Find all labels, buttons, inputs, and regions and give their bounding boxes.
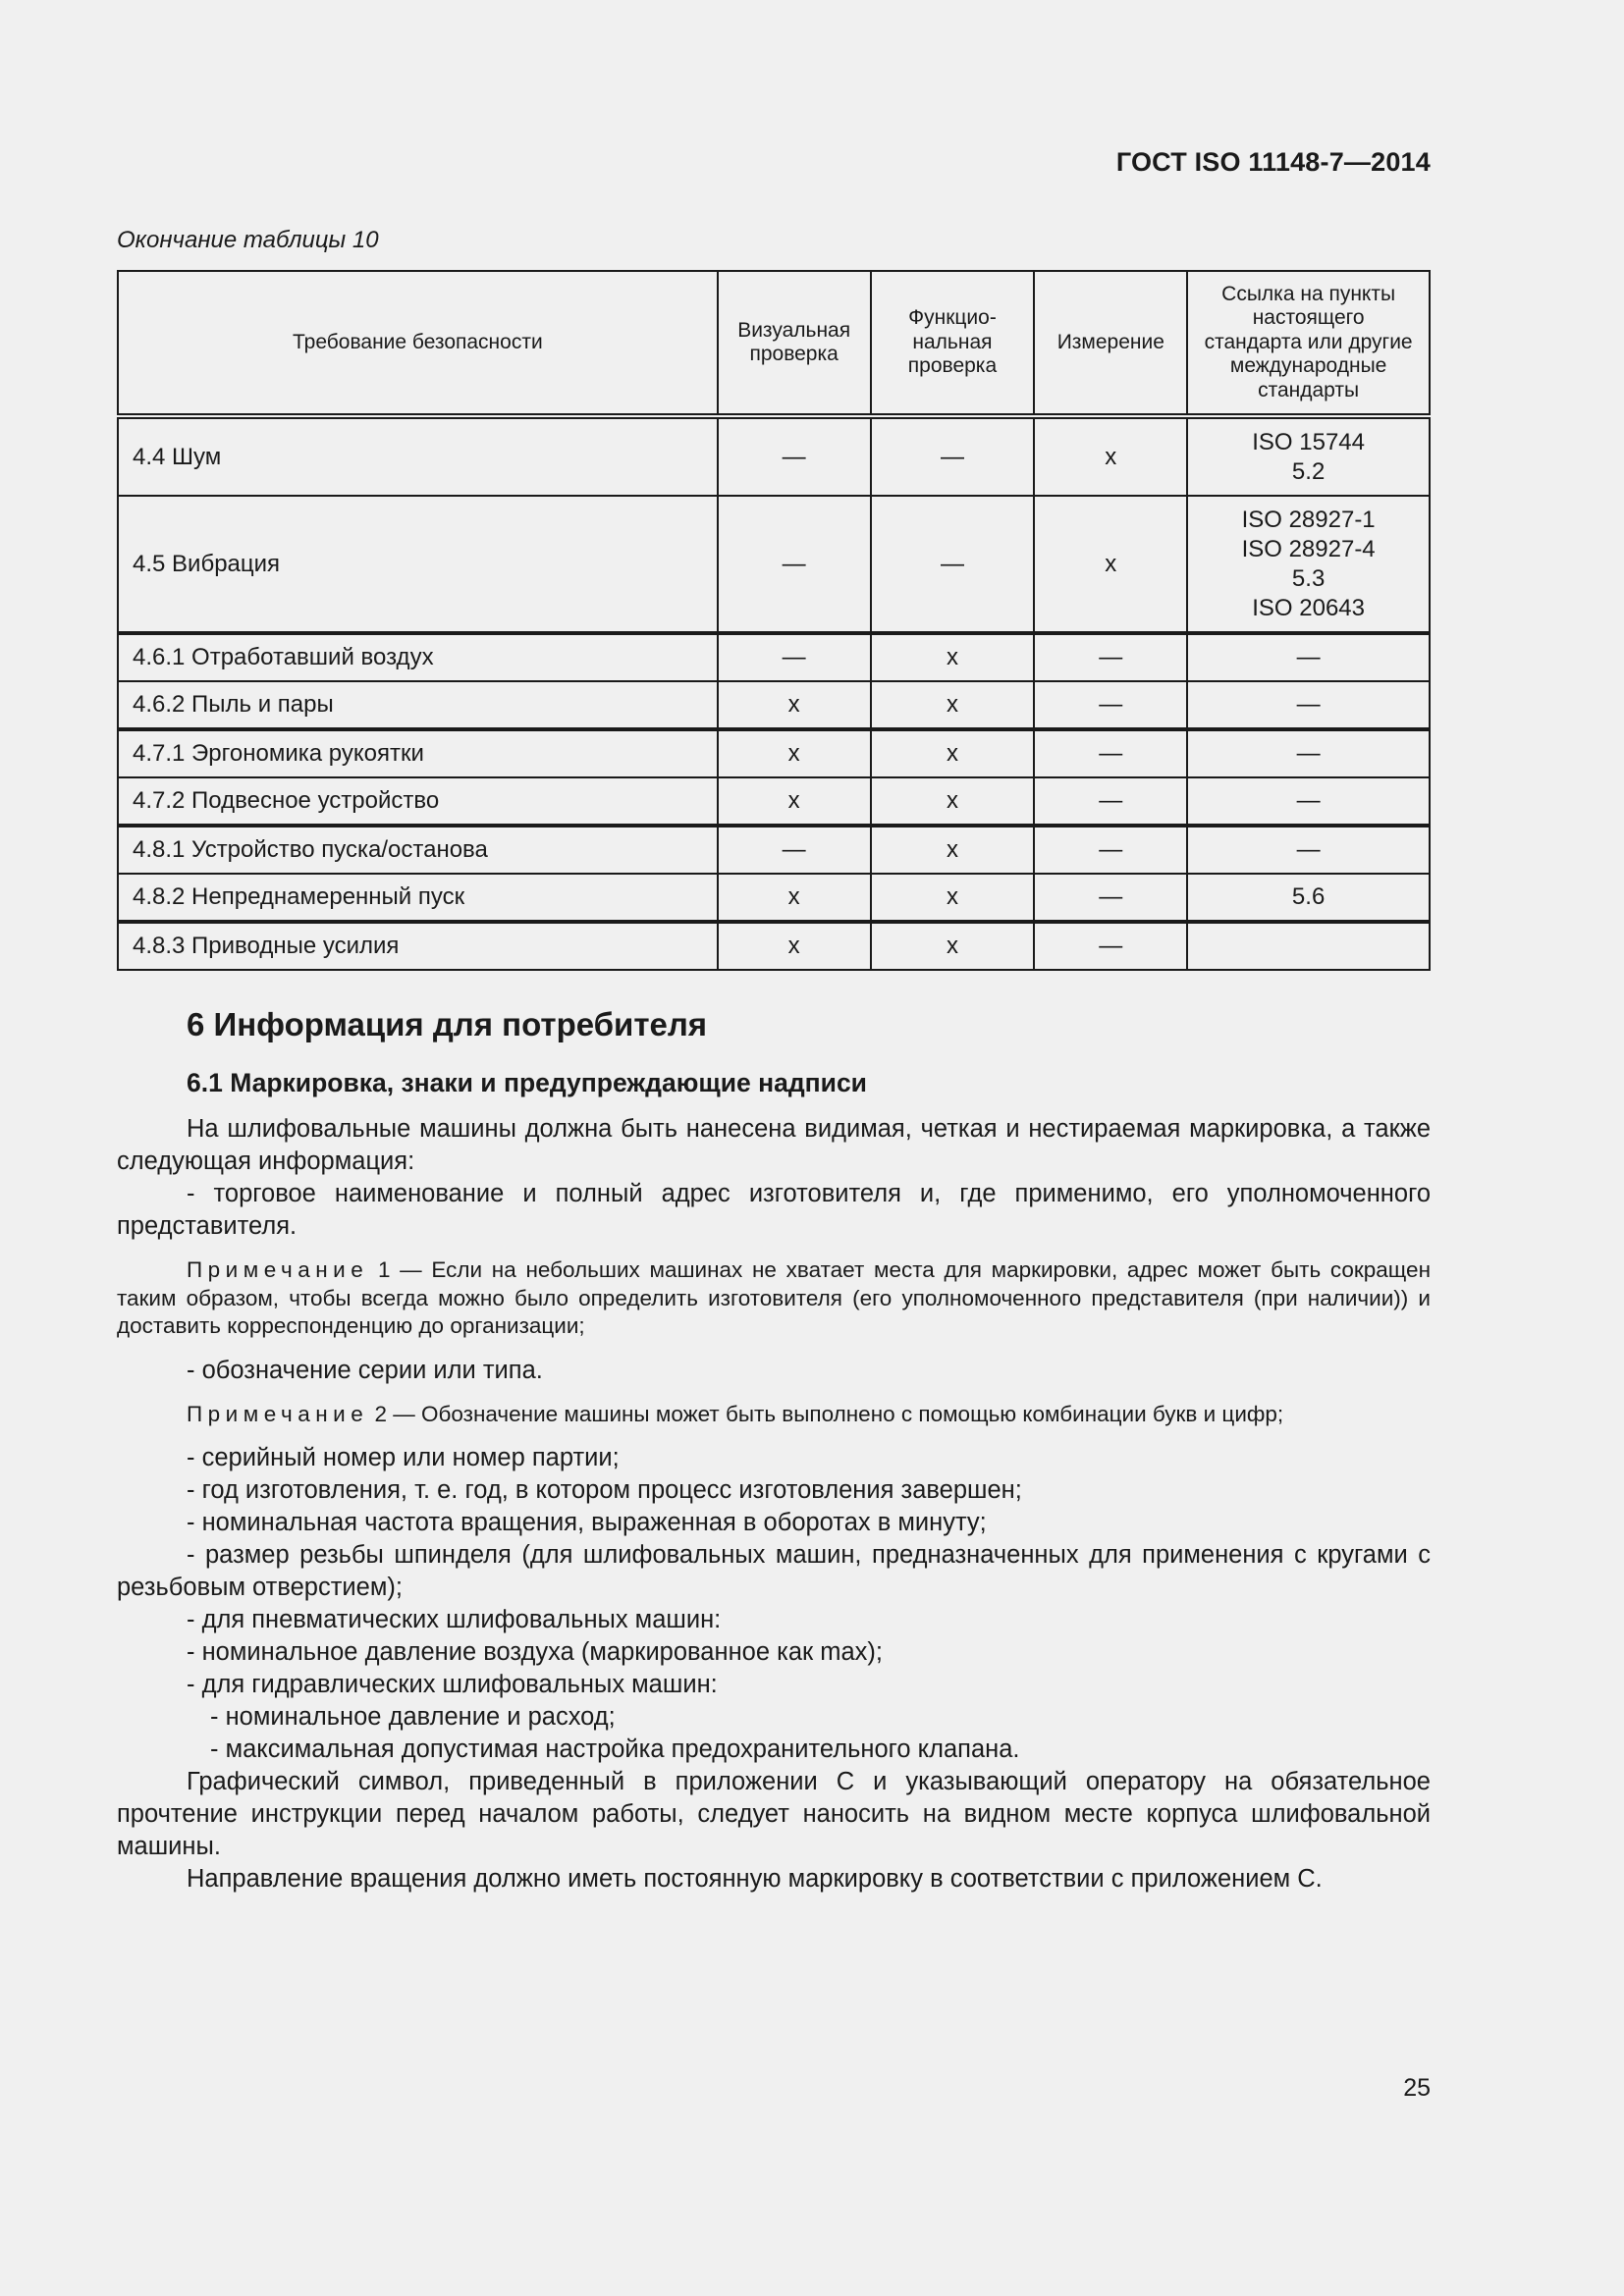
reference-cell <box>1187 416 1430 496</box>
reference-line: 5.3 <box>1291 564 1326 592</box>
functional-cell: x <box>871 633 1035 681</box>
header-line: стандарты <box>1258 378 1360 401</box>
table-caption: Окончание таблицы 10 <box>117 227 379 253</box>
functional-cell: x <box>871 826 1035 874</box>
visual-cell: — <box>718 496 871 633</box>
reference-line: ISO 28927-4 <box>1241 535 1376 562</box>
functional-cell: x <box>871 729 1035 777</box>
header-line: проверка <box>907 354 998 378</box>
table-row <box>118 496 1430 633</box>
header-line: настоящего <box>1252 306 1365 330</box>
header-line: Ссылка на пункты <box>1221 282 1396 305</box>
paragraph-marking: На шлифовальные машины должна быть нанесена видимая, четкая и нестираемая маркировка, а также следующая информация: <box>117 1115 1431 1175</box>
reference-cell: 5.6 <box>1187 874 1430 922</box>
measurement-cell: — <box>1034 874 1187 922</box>
requirement-cell: 4.7.1 Эргономика рукоятки <box>118 729 718 777</box>
note-2 <box>117 1401 1431 1429</box>
note-text: 1 — Если на небольших машинах не хватает места для маркировки, адрес может быть сокращен таким образом, чтобы всегда можно было определить изготовителя (его уполномоченного представителя (при наличии)) и доставить корреспонденцию до организации; <box>117 1257 1431 1338</box>
list-item: - размер резьбы шпинделя (для шлифовальных машин, предназначенных для применения с кругами с резьбовым отверстием); <box>117 1541 1431 1601</box>
measurement-cell: — <box>1034 777 1187 826</box>
note-label: Примечание <box>187 1257 369 1282</box>
list-item: - номинальное давление воздуха (маркированное как max); <box>187 1638 883 1666</box>
functional-cell: x <box>871 777 1035 826</box>
reference-cell <box>1187 922 1430 970</box>
measurement-cell: x <box>1034 416 1187 496</box>
requirement-cell: 4.7.2 Подвесное устройство <box>118 777 718 826</box>
safety-requirements-table <box>117 270 1431 971</box>
functional-cell: x <box>871 874 1035 922</box>
visual-cell: x <box>718 729 871 777</box>
column-header-measurement: Измерение <box>1034 271 1187 416</box>
note-text: 2 — Обозначение машины может быть выполнено с помощью комбинации букв и цифр; <box>368 1401 1284 1426</box>
list-item-series: - обозначение серии или типа. <box>187 1356 543 1384</box>
header-line: проверка <box>749 343 839 365</box>
table-row <box>118 681 1430 729</box>
section-title: 6 Информация для потребителя <box>187 1006 708 1042</box>
list-item: - год изготовления, т. е. год, в котором процесс изготовления завершен; <box>187 1476 1022 1504</box>
subsection-title: 6.1 Маркировка, знаки и предупреждающие надписи <box>187 1068 867 1097</box>
measurement-cell: — <box>1034 729 1187 777</box>
table-row <box>118 777 1430 826</box>
list-item: - для пневматических шлифовальных машин: <box>187 1606 722 1633</box>
reference-line: ISO 28927-1 <box>1241 506 1376 533</box>
measurement-cell: x <box>1034 496 1187 633</box>
note-label: Примечание <box>187 1401 369 1426</box>
visual-cell: — <box>718 633 871 681</box>
note-1 <box>117 1256 1431 1341</box>
visual-cell: x <box>718 681 871 729</box>
header-line: международные <box>1229 354 1387 378</box>
requirement-cell: 4.8.2 Непреднамеренный пуск <box>118 874 718 922</box>
section-content <box>117 1005 1431 1896</box>
table-row <box>118 633 1430 681</box>
column-header-functional <box>871 271 1035 416</box>
header-line: Функцио- <box>908 306 997 330</box>
table-row <box>118 826 1430 874</box>
reference-cell: — <box>1187 777 1430 826</box>
reference-line: ISO 20643 <box>1252 594 1365 621</box>
sub-list-item: - максимальная допустимая настройка предохранительного клапана. <box>210 1735 1020 1763</box>
header-line: Визуальная <box>737 318 851 342</box>
reference-cell: — <box>1187 633 1430 681</box>
requirement-cell: 4.8.1 Устройство пуска/останова <box>118 826 718 874</box>
visual-cell: x <box>718 874 871 922</box>
paragraph-rotation-direction: Направление вращения должно иметь постоянную маркировку в соответствии с приложением С. <box>187 1865 1323 1893</box>
page-number: 25 <box>1403 2074 1431 2102</box>
requirement-cell: 4.4 Шум <box>118 416 718 496</box>
functional-cell: — <box>871 416 1035 496</box>
requirement-cell: 4.6.2 Пыль и пары <box>118 681 718 729</box>
list-item-trade-name: - торговое наименование и полный адрес изготовителя и, где применимо, его уполномоченного представителя. <box>117 1180 1431 1240</box>
table-row <box>118 416 1430 496</box>
requirement-cell: 4.5 Вибрация <box>118 496 718 633</box>
reference-cell: — <box>1187 681 1430 729</box>
sub-list-item: - номинальное давление и расход; <box>210 1703 616 1731</box>
list-item: - серийный номер или номер партии; <box>187 1444 620 1471</box>
visual-cell: x <box>718 777 871 826</box>
reference-cell: — <box>1187 729 1430 777</box>
paragraph-graphic-symbol: Графический символ, приведенный в приложении С и указывающий оператору на обязательное прочтение инструкции перед началом работы, следует наносить на видном месте корпуса шлифовальной машины. <box>117 1768 1431 1860</box>
table-row <box>118 922 1430 970</box>
list-item: - для гидравлических шлифовальных машин: <box>187 1671 718 1698</box>
column-header-requirement: Требование безопасности <box>118 271 718 416</box>
requirement-cell: 4.8.3 Приводные усилия <box>118 922 718 970</box>
reference-line: ISO 15744 <box>1252 428 1365 455</box>
table-header-row <box>118 271 1430 416</box>
document-id: ГОСТ ISO 11148-7—2014 <box>1115 147 1431 177</box>
list-item: - номинальная частота вращения, выраженная в оборотах в минуту; <box>187 1509 987 1536</box>
visual-cell: — <box>718 826 871 874</box>
measurement-cell: — <box>1034 681 1187 729</box>
functional-cell: — <box>871 496 1035 633</box>
visual-cell: x <box>718 922 871 970</box>
column-header-visual <box>718 271 871 416</box>
reference-cell: — <box>1187 826 1430 874</box>
reference-line: 5.2 <box>1291 457 1326 485</box>
measurement-cell: — <box>1034 922 1187 970</box>
column-header-reference <box>1187 271 1430 416</box>
table-row <box>118 874 1430 922</box>
functional-cell: x <box>871 681 1035 729</box>
visual-cell: — <box>718 416 871 496</box>
reference-cell <box>1187 496 1430 633</box>
measurement-cell: — <box>1034 633 1187 681</box>
measurement-cell: — <box>1034 826 1187 874</box>
table-row <box>118 729 1430 777</box>
header-line: стандарта или другие <box>1204 330 1413 353</box>
header-line: нальная <box>912 330 993 353</box>
functional-cell: x <box>871 922 1035 970</box>
requirement-cell: 4.6.1 Отработавший воздух <box>118 633 718 681</box>
